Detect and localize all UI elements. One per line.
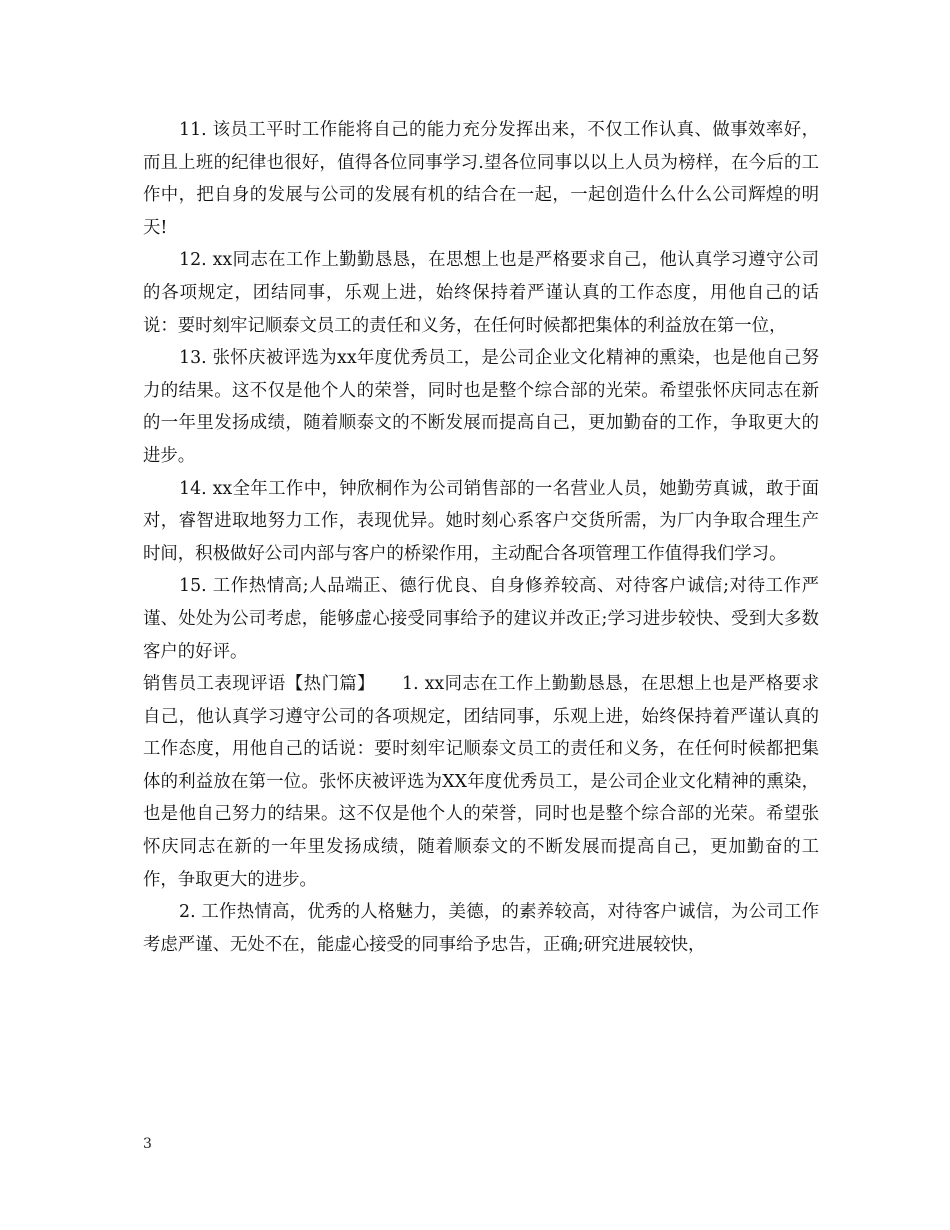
paragraph-15: 15. 工作热情高;人品端正、德行优良、自身修养较高、对待客户诚信;对待工作严谨、处处为公司考虑，能够虚心接受同事给予的建议并改正;学习进步较快、受到大多数客户的好评。 (143, 576, 819, 662)
section-heading-paragraph: 销售员工表现评语【热门篇】 1. xx同志在工作上勤勤恳恳，在思想上也是严格要求自己，他认真学习遵守公司的各项规定，团结同事，乐观上进，始终保持着严谨认真的工作态度，用他自己的话说：要时刻牢记顺泰文员工的责任和义务，在任何时候都把集体的利益放在第一位。张怀庆被评选为XX年度优秀员工，是公司企业文化精神的熏染，也是他自己努力的结果。这不仅是他个人的荣誉，同时也是整个综合部的光荣。希望张怀庆同志在新的一年里发扬成绩，随着顺泰文的不断发展而提高自己，更加勤奋的工作，争取更大的进步。 (143, 674, 819, 890)
paragraph-14: 14. xx全年工作中，钟欣桐作为公司销售部的一名营业人员，她勤劳真诚，敢于面对，睿智进取地努力工作，表现优异。她时刻心系客户交货所需，为厂内争取合理生产时间，积极做好公司内部与客户的桥梁作用，主动配合各项管理工作值得我们学习。 (143, 478, 819, 564)
paragraph-2: 2. 工作热情高，优秀的人格魅力，美德，的素养较高，对待客户诚信，为公司工作考虑严谨、无处不在，能虚心接受的同事给予忠告，正确;研究进展较快， (143, 902, 819, 955)
paragraph-11: 11. 该员工平时工作能将自己的能力充分发挥出来，不仅工作认真、做事效率好，而且上班的纪律也很好，值得各位同事学习.望各位同事以以上人员为榜样，在今后的工作中，把自身的发展与公司的发展有机的结合在一起，一起创造什么什么公司辉煌的明天! (143, 120, 819, 238)
page-number: 3 (143, 1136, 152, 1152)
paragraph-13: 13. 张怀庆被评选为xx年度优秀员工，是公司企业文化精神的熏染，也是他自己努力的结果。这不仅是他个人的荣誉，同时也是整个综合部的光荣。希望张怀庆同志在新的一年里发扬成绩，随着顺泰文的不断发展而提高自己，更加勤奋的工作，争取更大的进步。 (143, 348, 819, 466)
paragraph-12: 12. xx同志在工作上勤勤恳恳，在思想上也是严格要求自己，他认真学习遵守公司的各项规定，团结同事，乐观上进，始终保持着严谨认真的工作态度，用他自己的话说：要时刻牢记顺泰文员工的责任和义务，在任何时候都把集体的利益放在第一位， (143, 250, 819, 336)
document-body (143, 114, 819, 961)
